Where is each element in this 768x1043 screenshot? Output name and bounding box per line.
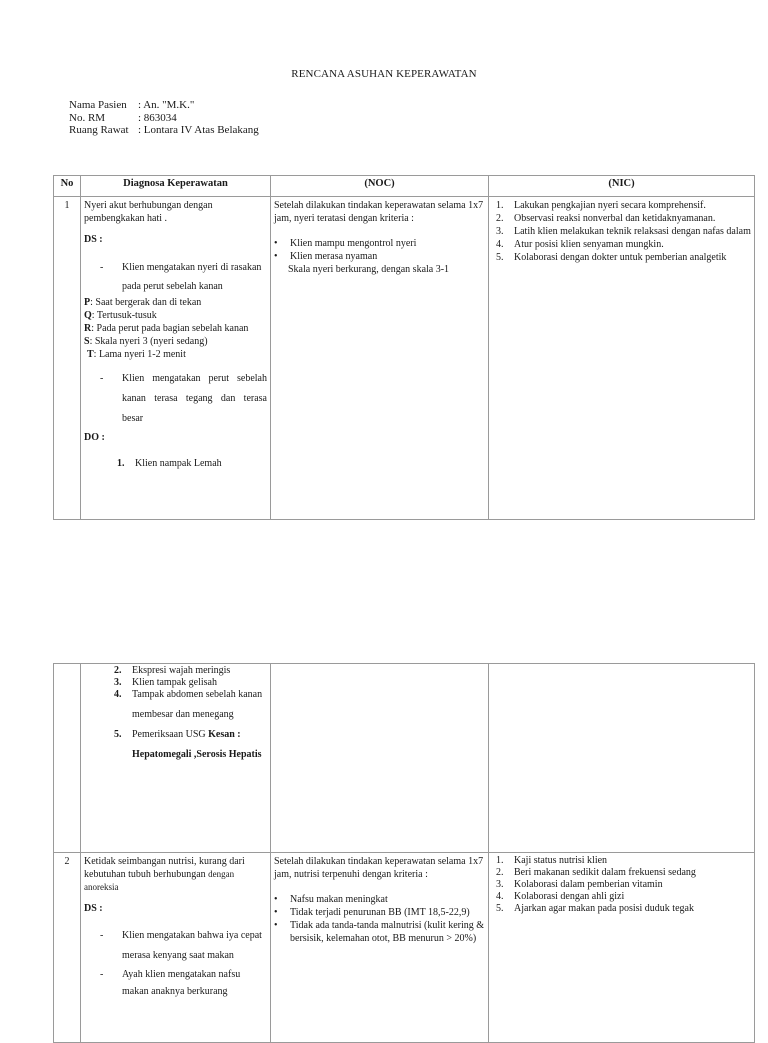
ds-item-text: Klien mengatakan nyeri di rasakan pada perut sebelah kanan — [122, 262, 262, 292]
ward-value: : Lontara IV Atas Belakang — [138, 124, 259, 136]
s-key: S — [84, 336, 90, 347]
nic-cell-empty — [489, 664, 755, 853]
list-item: • Nafsu makan meningkat — [274, 894, 388, 905]
list-item: 1. Lakukan pengkajian nyeri secara komprehensif. — [496, 200, 706, 211]
noc-cell — [271, 853, 489, 1043]
t-value: : Lama nyeri 1-2 menit — [93, 349, 186, 360]
ds-item-text: Ayah klien mengatakan nafsu makan anaknya berkurang — [122, 969, 241, 997]
ds-item-text: Klien mengatakan perut sebelah kanan terasa tegang dan terasa besar — [122, 373, 267, 424]
list-text: Tidak ada tanda-tanda malnutrisi (kulit kering & bersisik, kelemahan otot, BB menurun > 20%) — [290, 920, 485, 944]
list-item: 2. Observasi reaksi nonverbal dan ketidaknyamanan. — [496, 213, 716, 224]
list-item: • Klien mampu mengontrol nyeri — [274, 238, 417, 249]
table-header-row — [54, 176, 755, 197]
nic-list — [492, 199, 751, 264]
nic-cell — [489, 853, 755, 1043]
list-item: 3. Kolaborasi dalam pemberian vitamin — [496, 879, 663, 890]
list-text: Observasi reaksi nonverbal dan ketidaknyamanan. — [514, 213, 716, 224]
list-item: 2. Beri makanan sedikit dalam frekuensi sedang — [496, 867, 696, 878]
list-text: Latih klien melakukan teknik relaksasi dengan nafas dalam — [514, 226, 751, 237]
list-number: 1. — [117, 458, 125, 469]
medical-record-label: No. RM — [69, 111, 106, 124]
pqrst-s — [84, 335, 267, 348]
nic-list — [492, 855, 751, 915]
diagnosis-text: Nyeri akut berhubungan dengan pembengkakan hati . — [84, 200, 213, 224]
ds-item — [84, 369, 267, 429]
patient-name-row — [69, 99, 259, 112]
pqrst-q — [84, 309, 267, 322]
pqrst-t — [84, 348, 267, 361]
medical-record-value: : 863034 — [138, 111, 177, 124]
noc-cell-empty — [271, 664, 489, 853]
diagnosis-cell — [81, 664, 271, 853]
usg-text: Pemeriksaan USG — [132, 729, 209, 740]
ward-row — [69, 124, 259, 137]
dash-marker: - — [100, 373, 104, 384]
list-item: 3. Latih klien melakukan teknik relaksasi dengan nafas dalam — [496, 226, 751, 237]
list-item: 5. Ajarkan agar makan pada posisi duduk tegak — [496, 903, 694, 914]
medical-record-row — [69, 112, 259, 125]
list-item: 3. Klien tampak gelisah — [114, 677, 217, 688]
noc-cell — [271, 197, 489, 520]
nic-cell — [489, 197, 755, 520]
noc-intro: Setelah dilakukan tindakan keperawatan selama 1x7 jam, nutrisi terpenuhi dengan kriteria : — [274, 856, 484, 880]
noc-list — [274, 893, 485, 945]
list-item: 4. Atur posisi klien senyaman mungkin. — [496, 239, 664, 250]
list-text: Klien mampu mengontrol nyeri — [290, 238, 417, 249]
header-nic: (NIC) — [489, 176, 755, 197]
do-list-continued — [84, 665, 267, 765]
list-text: Kolaborasi dalam pemberian vitamin — [514, 879, 663, 890]
s-value: : Skala nyeri 3 (nyeri sedang) — [89, 336, 208, 347]
patient-name-label: Nama Pasien — [69, 99, 127, 111]
list-text: Ekspresi wajah meringis — [132, 665, 231, 676]
ds-item — [84, 258, 267, 296]
diagnosis-text: Ketidak seimbangan nutrisi, kurang dari kebutuhan tubuh berhubungan dengan anoreksia — [84, 856, 245, 892]
ds-label: DS : — [84, 234, 103, 245]
header-diagnosa: Diagnosa Keperawatan — [81, 176, 271, 197]
diagnosis-cell — [81, 853, 271, 1043]
p-value: : Saat bergerak dan di tekan — [90, 297, 202, 308]
header-noc: (NOC) — [271, 176, 489, 197]
r-key: R — [84, 323, 92, 334]
list-text: Beri makanan sedikit dalam frekuensi sedang — [514, 867, 696, 878]
list-item: • Tidak terjadi penurunan BB (IMT 18,5-22,9) — [274, 907, 470, 918]
ds-label: DS : — [84, 903, 103, 914]
do-list — [84, 457, 267, 470]
list-item: 4. Tampak abdomen sebelah kanan membesar dan menegang — [114, 685, 267, 725]
row-number: 2 — [54, 853, 81, 1043]
list-text: Nafsu makan meningkat — [290, 894, 388, 905]
diagnosis-cell — [81, 197, 271, 520]
patient-info — [69, 99, 259, 137]
table-row — [54, 664, 755, 853]
p-key: P — [84, 297, 91, 308]
row-number: 1 — [54, 197, 81, 520]
ds-item — [84, 926, 267, 966]
usg-result: Kesan : Hepatomegali ,Serosis Hepatis — [132, 729, 262, 760]
ds-item-text: Klien mengatakan bahwa iya cepat merasa kenyang saat makan — [122, 930, 262, 961]
list-item: 1. Kaji status nutrisi klien — [496, 855, 608, 866]
list-text: Kolaborasi dengan dokter untuk pemberian analgetik — [514, 252, 727, 263]
list-text: Klien nampak Lemah — [135, 458, 222, 469]
header-no: No — [54, 176, 81, 197]
list-text: Klien merasa nyaman — [290, 251, 378, 262]
dash-marker: - — [100, 969, 104, 980]
diagnosis-small-a: dengan — [208, 869, 235, 879]
list-text: Tampak abdomen sebelah kanan membesar dan menegang — [132, 689, 263, 720]
q-key: Q — [84, 310, 92, 321]
noc-extra: Skala nyeri berkurang, dengan skala 3-1 — [288, 264, 450, 275]
dash-marker: - — [100, 930, 104, 941]
list-text: Ajarkan agar makan pada posisi duduk tegak — [514, 903, 694, 914]
list-item: 5. Pemeriksaan USG Kesan : Hepatomegali ,Serosis Hepatis — [114, 729, 262, 760]
list-item: 4. Kolaborasi dengan ahli gizi — [496, 891, 625, 902]
list-text: Kaji status nutrisi klien — [514, 855, 608, 866]
document-title: RENCANA ASUHAN KEPERAWATAN — [291, 68, 477, 80]
list-item: • Klien merasa nyaman — [274, 251, 378, 262]
care-plan-table — [53, 175, 755, 520]
r-value: : Pada perut pada bagian sebelah kanan — [91, 323, 249, 334]
list-text: Klien tampak gelisah — [132, 677, 217, 688]
patient-name-value: : An. "M.K." — [138, 99, 195, 111]
list-item: • Tidak ada tanda-tanda malnutrisi (kulit kering & bersisik, kelemahan otot, BB menurun > 20%) — [274, 920, 485, 944]
noc-list — [274, 237, 485, 263]
t-key: T — [87, 349, 94, 360]
table-row — [54, 197, 755, 520]
row-number-empty — [54, 664, 81, 853]
ward-label: Ruang Rawat — [69, 124, 129, 136]
list-item: 5. Kolaborasi dengan dokter untuk pemberian analgetik — [496, 252, 727, 263]
table-row — [54, 853, 755, 1043]
list-text: Tidak terjadi penurunan BB (IMT 18,5-22,9) — [290, 907, 470, 918]
q-value: : Tertusuk-tusuk — [91, 310, 157, 321]
pqrst-r — [84, 322, 267, 335]
noc-intro: Setelah dilakukan tindakan keperawatan selama 1x7 jam, nyeri teratasi dengan kriteria : — [274, 200, 484, 224]
dash-marker: - — [100, 262, 104, 273]
care-plan-table-continued — [53, 663, 755, 1043]
ds-item — [84, 966, 267, 1000]
list-item — [117, 457, 267, 470]
list-text: Atur posisi klien senyaman mungkin. — [514, 239, 664, 250]
do-label: DO : — [84, 432, 105, 443]
list-item: 2. Ekspresi wajah meringis — [114, 665, 231, 676]
diagnosis-small-b: anoreksia — [84, 882, 119, 892]
pqrst-p — [84, 296, 267, 309]
list-text: Lakukan pengkajian nyeri secara komprehensif. — [514, 200, 706, 211]
list-text: Kolaborasi dengan ahli gizi — [514, 891, 625, 902]
